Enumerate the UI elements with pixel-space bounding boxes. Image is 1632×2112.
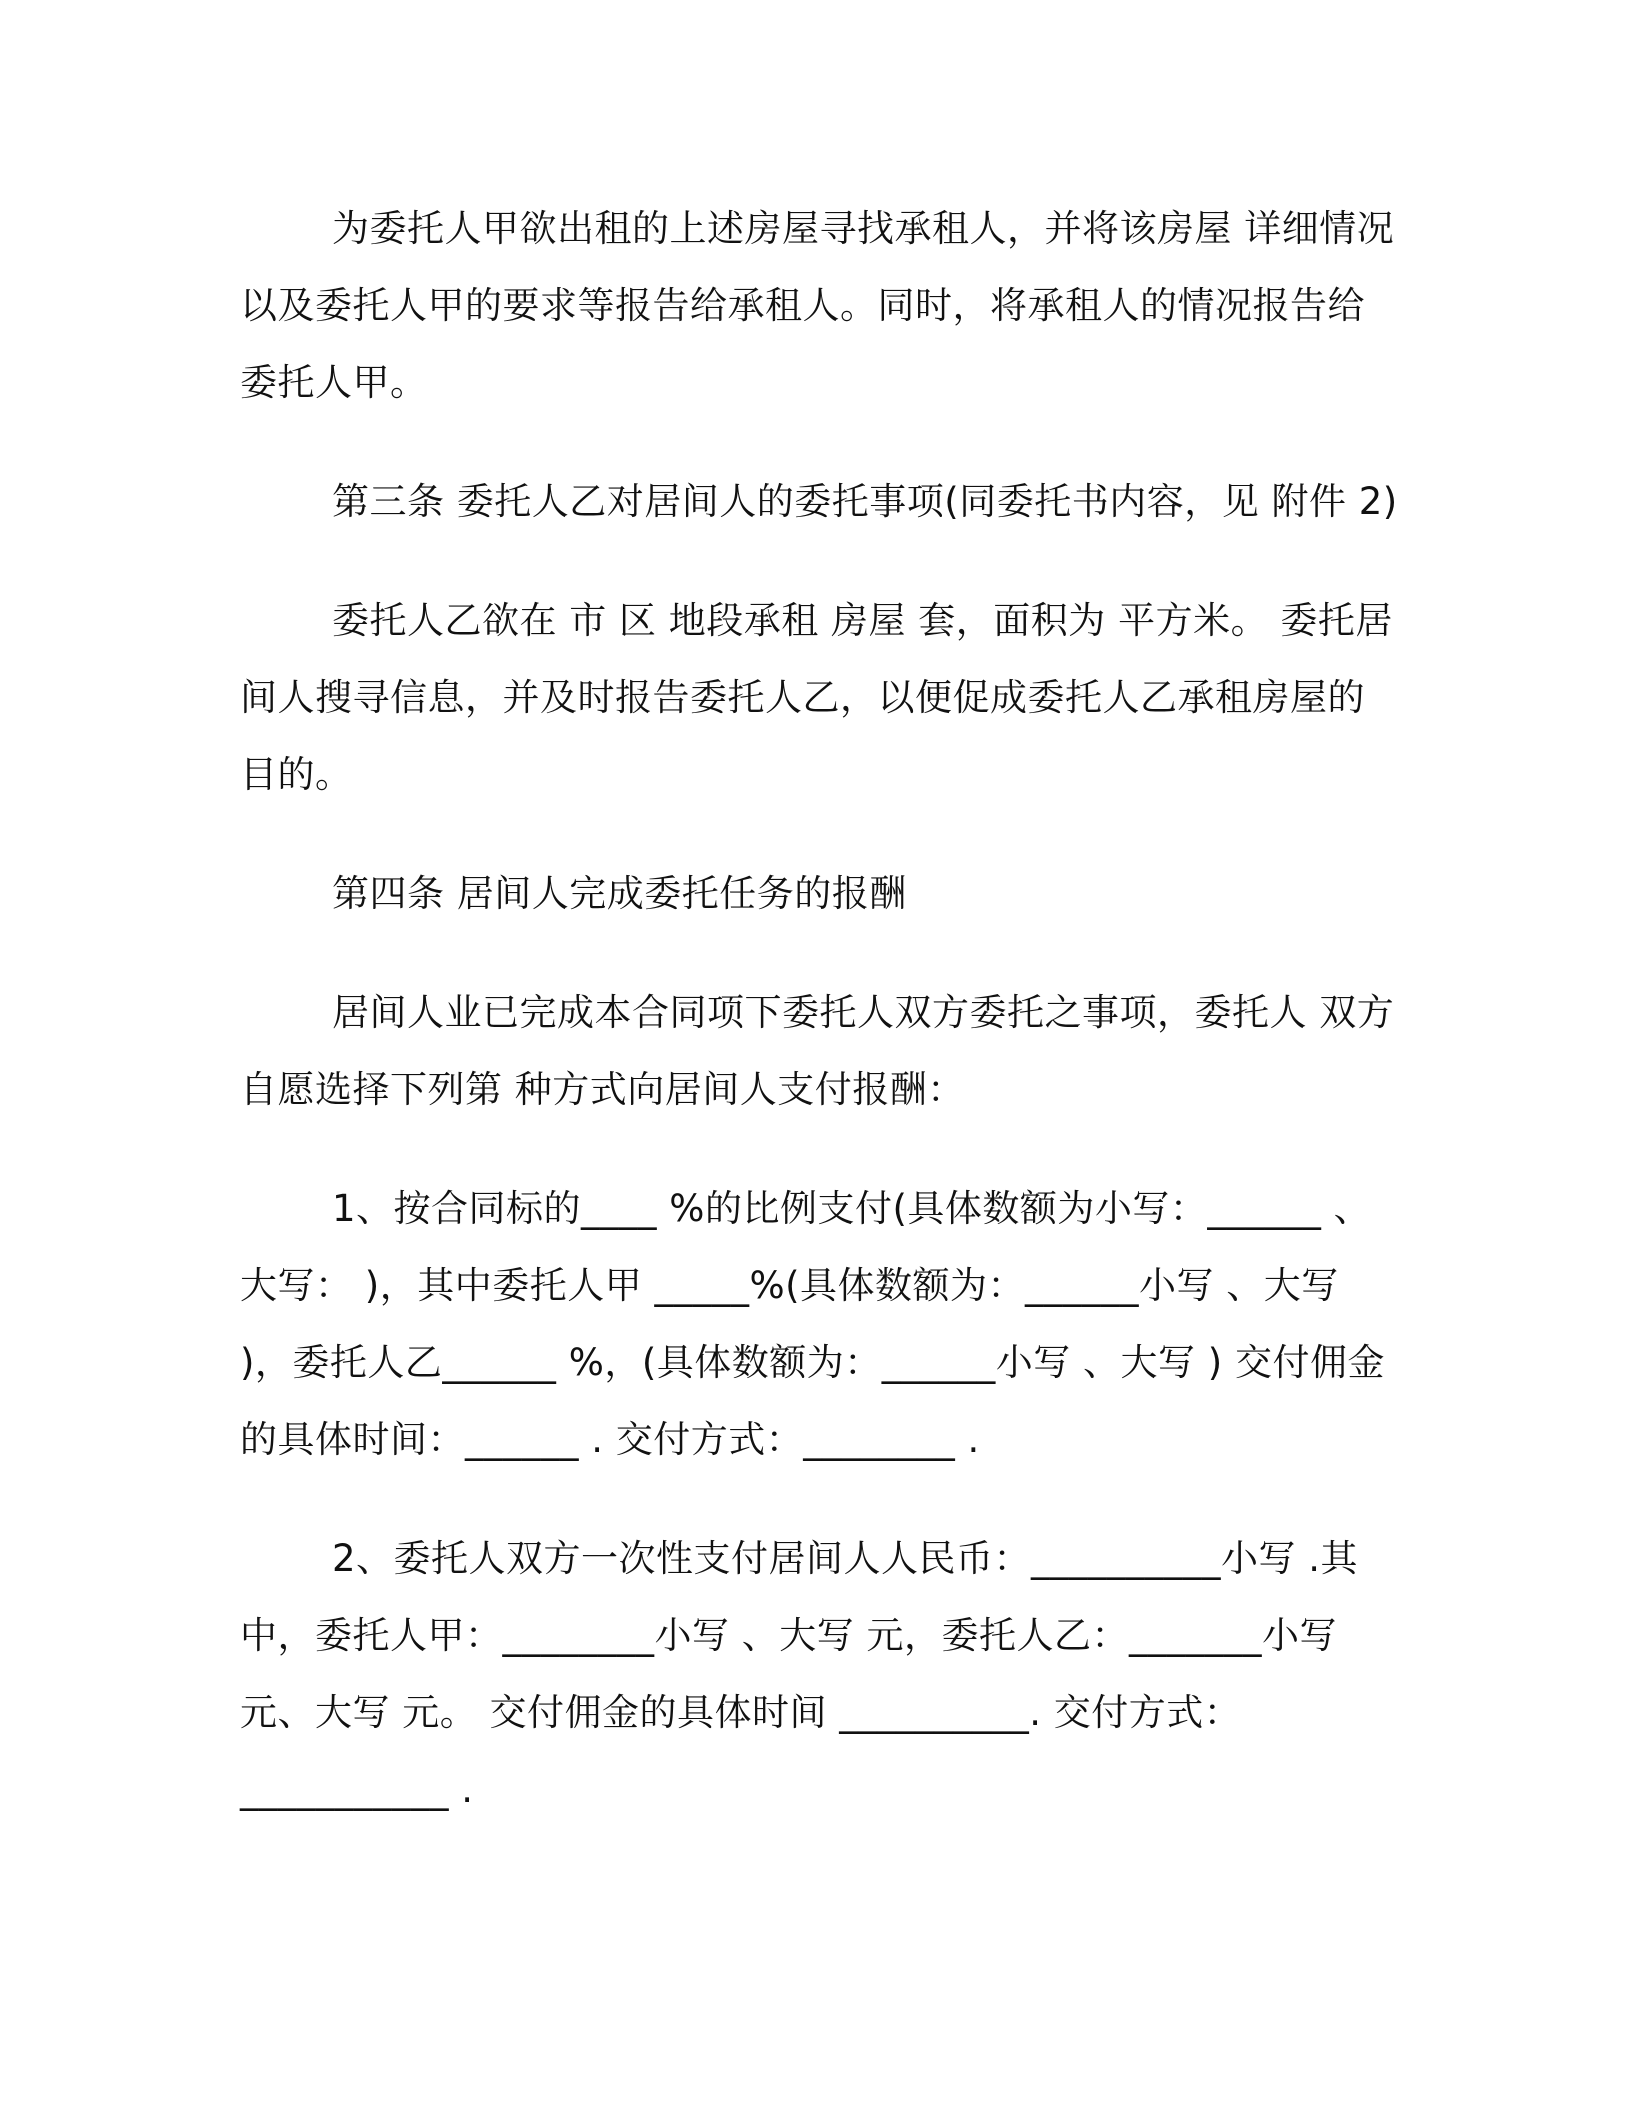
payment-option-1: 1、按合同标的____ %的比例支付(具体数额为小写：______ 、大写： )，其中委托人甲 _____%(具体数额为：______小写 、大写 )，委托人乙______ %，(具体数额为：______小写 、大写 ) 交付佣金的具体时间：______ . 交付方式：________ . xyxy=(240,1187,1386,1461)
paragraph-client-b-request: 委托人乙欲在 市 区 地段承租 房屋 套，面积为 平方米。 委托居间人搜寻信息，并及时报告委托人乙，以便促成委托人乙承租房屋的目的。 xyxy=(240,599,1393,796)
payment-option-2: 2、委托人双方一次性支付居间人人民币：__________小写 .其中，委托人甲：________小写 、大写 元，委托人乙：_______小写 元、大写 元。 交付佣金的具体时间 __________. 交付方式：___________ . xyxy=(240,1537,1359,1811)
article-4-heading: 第四条 居间人完成委托任务的报酬 xyxy=(332,872,907,915)
document-body xyxy=(240,190,1400,1828)
paragraph-payment-choice: 居间人业已完成本合同项下委托人双方委托之事项，委托人 双方自愿选择下列第 种方式向居间人支付报酬： xyxy=(240,991,1395,1111)
paragraph-search-tenant: 为委托人甲欲出租的上述房屋寻找承租人，并将该房屋 详细情况以及委托人甲的要求等报告给承租人。同时，将承租人的情况报告给委托人甲。 xyxy=(240,207,1395,404)
article-3-heading: 第三条 委托人乙对居间人的委托事项(同委托书内容，见 附件 2) xyxy=(332,480,1398,523)
